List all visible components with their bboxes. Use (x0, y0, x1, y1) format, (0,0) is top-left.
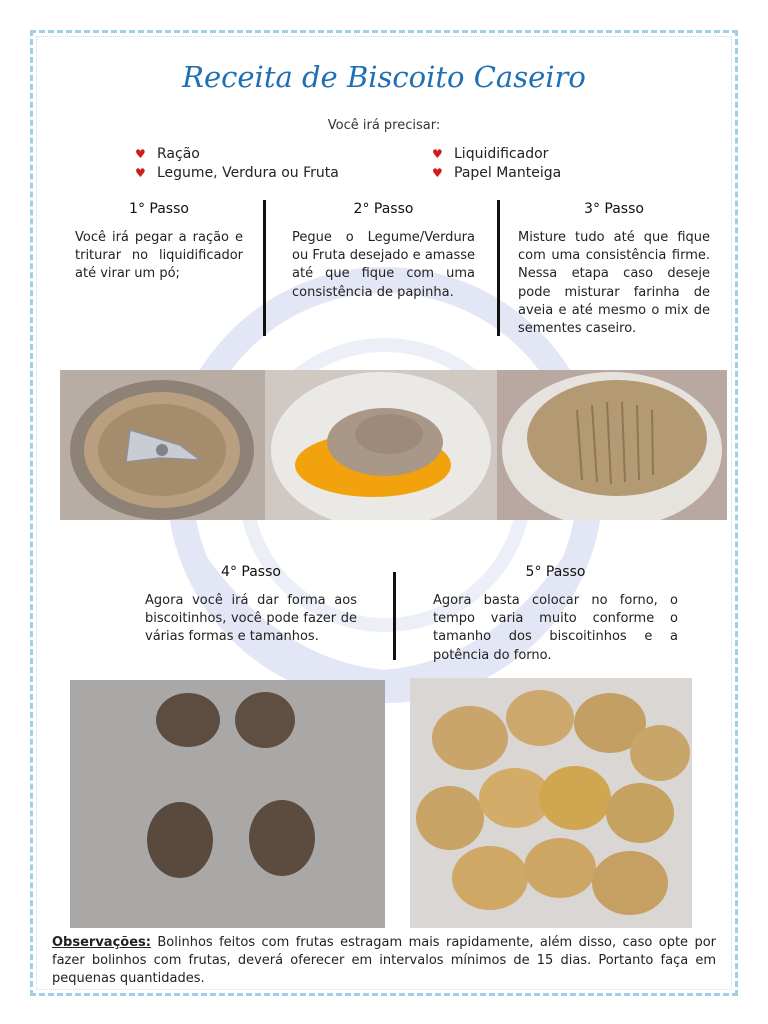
list-item: ♥ Liquidificador (432, 146, 549, 162)
step-1-text: Você irá pegar a ração e triturar no liquidificador até virar um pó; (75, 230, 243, 282)
observations (52, 934, 716, 988)
list-item: ♥ Legume, Verdura ou Fruta (135, 165, 339, 181)
ingredients-list-left (135, 145, 339, 183)
step-1-title: 1° Passo (129, 201, 189, 217)
photo-shaped-biscuits (70, 680, 385, 928)
photo-blender-powder (60, 370, 265, 520)
need-label: Você irá precisar: (327, 118, 441, 133)
heart-icon: ♥ (432, 166, 443, 180)
heart-icon: ♥ (135, 147, 146, 161)
step-5-text: Agora basta colocar no forno, o tempo varia muito conforme o tamanho dos biscoitinhos e a potência do forno. (433, 593, 678, 663)
heart-icon: ♥ (432, 147, 443, 161)
divider (263, 200, 266, 336)
divider (497, 200, 500, 336)
divider (393, 572, 396, 660)
step-3-text: Misture tudo até que fique com uma consistência firme. Nessa etapa caso deseje pode misturar farinha de aveia e até mesmo o mix de sementes caseiro. (518, 230, 710, 337)
heart-icon: ♥ (135, 166, 146, 180)
list-item: ♥ Ração (135, 146, 200, 162)
page-title: Receita de Biscoito Caseiro (182, 60, 586, 94)
step-4-title: 4° Passo (221, 564, 281, 580)
step-5-title: 5° Passo (525, 564, 586, 580)
step-3-title: 3° Passo (584, 201, 644, 217)
step-2-title: 2° Passo (353, 201, 414, 217)
photo-mashed-fruit (265, 370, 497, 520)
photo-baked-biscuits (410, 678, 692, 928)
ingredients-list-right (432, 145, 561, 183)
observations-text: Bolinhos feitos com frutas estragam mais rapidamente, além disso, caso opte por fazer bolinhos com frutas, deverá oferecer em intervalos mínimos de 15 dias. Portanto faça em pequenas quantidades. (52, 935, 716, 986)
observations-label: Observações: (52, 935, 151, 950)
photo-mixed-dough (497, 370, 727, 520)
step-4-text: Agora você irá dar forma aos biscoitinhos, você pode fazer de várias formas e tamanhos. (145, 593, 357, 645)
list-item: ♥ Papel Manteiga (432, 165, 562, 181)
step-2-text: Pegue o Legume/Verdura ou Fruta desejado e amasse até que fique com uma consistência de papinha. (292, 230, 475, 300)
